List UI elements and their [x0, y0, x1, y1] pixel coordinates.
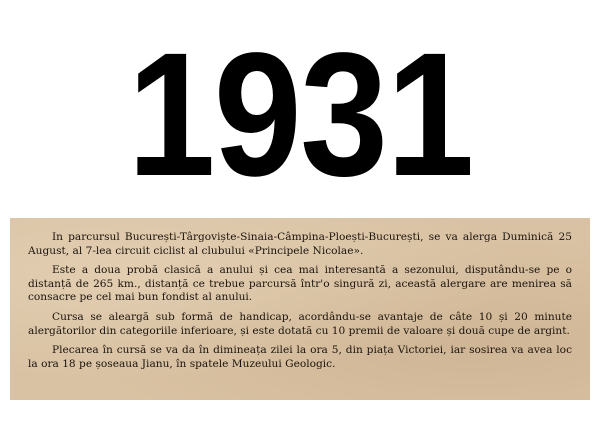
clipping-paragraph: Cursa se aleargă sub formă de handicap, acordându-se avantaje de câte 10 și 20 minute alergătorilor din categoriile inferioare, și este dotată cu 10 premii de valoare și două cupe de argint.: [28, 310, 572, 337]
clipping-paragraph: Plecarea în cursă se va da în dimineața zilei la ora 5, din piața Victoriei, iar sosirea va avea loc la ora 18 pe șoseaua Jianu, în spatele Muzeului Geologic.: [28, 344, 572, 370]
clipping-paragraph: Este a doua probă clasică a anului și cea mai interesantă a sezonului, disputându-se pe o distanță de 265 km., distanță ce trebue parcursă într'o singură zi, această alergare are menirea să consacre pe cel mai bun fondist al anului.: [28, 264, 572, 304]
clipping-paragraph: In parcursul București-Târgoviște-Sinaia-Câmpina-Ploești-București, se va alerga Duminică 25 August, al 7-lea circuit ciclist al clubului «Principele Nicolae».: [28, 231, 572, 257]
newspaper-clipping: [10, 218, 590, 400]
year-heading: 1931: [127, 17, 473, 213]
